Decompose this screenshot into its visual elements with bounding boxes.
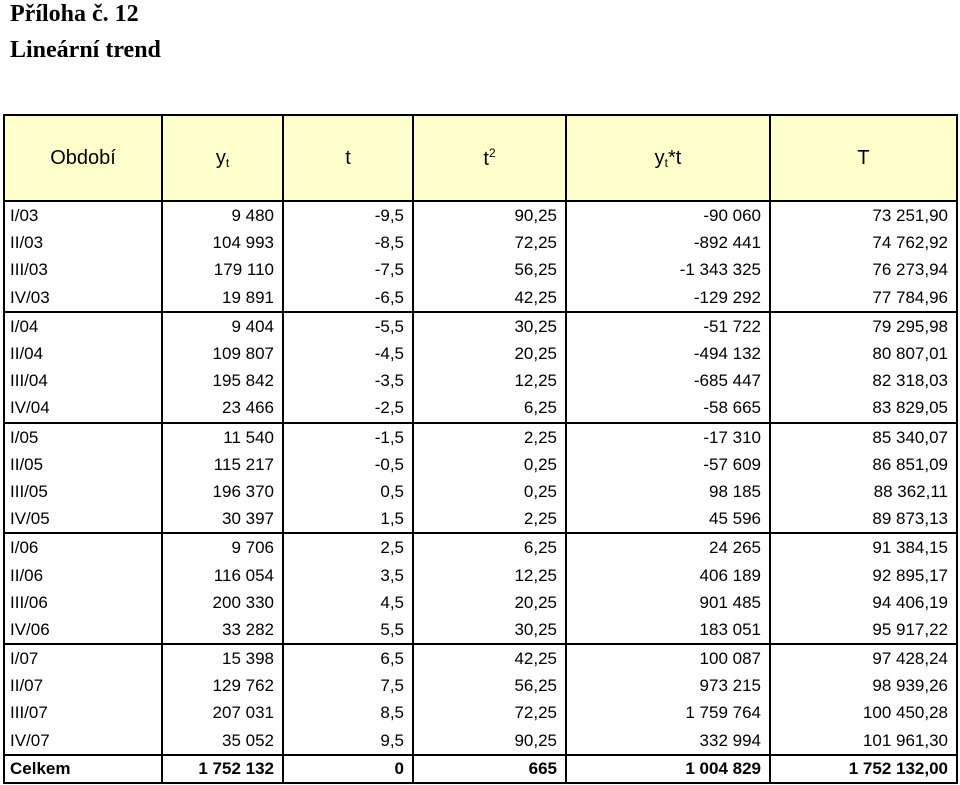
table-row [4,644,957,672]
cell-yt: 35 052 [162,727,283,755]
header-period-label: Období [50,146,116,169]
cell-ytt: 901 485 [566,589,770,616]
cell-t: -1,5 [283,423,413,451]
cell-t: 4,5 [283,589,413,616]
header-ytt [566,115,770,201]
cell-T: 76 273,94 [770,256,957,283]
cell-ytt: -17 310 [566,423,770,451]
cell-period: I/05 [4,423,162,451]
header-T [770,115,957,201]
cell-yt: 109 807 [162,340,283,367]
cell-t2: 30,25 [413,616,566,644]
cell-T: 85 340,07 [770,423,957,451]
cell-yt: 195 842 [162,367,283,394]
cell-t2: 0,25 [413,478,566,505]
cell-t2: 6,25 [413,394,566,422]
cell-T: 91 384,15 [770,533,957,561]
cell-t: -0,5 [283,451,413,478]
cell-ytt: 100 087 [566,644,770,672]
cell-T: 88 362,11 [770,478,957,505]
total-cell-ytt: 1 004 829 [566,755,770,783]
cell-period: III/05 [4,478,162,505]
cell-period: I/07 [4,644,162,672]
cell-period: IV/07 [4,727,162,755]
header-t2-base: t [483,147,489,170]
cell-T: 94 406,19 [770,589,957,616]
header-period [4,115,162,201]
cell-ytt: -129 292 [566,284,770,312]
cell-ytt: 1 759 764 [566,699,770,726]
cell-period: II/05 [4,451,162,478]
cell-t2: 42,25 [413,644,566,672]
cell-t2: 42,25 [413,284,566,312]
table-row [4,229,957,256]
cell-t2: 72,25 [413,229,566,256]
cell-yt: 9 480 [162,201,283,229]
cell-period: II/04 [4,340,162,367]
cell-T: 82 318,03 [770,367,957,394]
cell-t2: 20,25 [413,340,566,367]
header-t [283,115,413,201]
header-ytt-base: y [654,146,665,169]
cell-yt: 30 397 [162,505,283,533]
cell-t2: 30,25 [413,312,566,340]
page-title: Příloha č. 12 [10,1,139,27]
cell-T: 83 829,05 [770,394,957,422]
cell-ytt: 332 994 [566,727,770,755]
cell-T: 80 807,01 [770,340,957,367]
table-row [4,561,957,588]
cell-T: 98 939,26 [770,672,957,699]
cell-t2: 90,25 [413,727,566,755]
table-row [4,699,957,726]
cell-t2: 56,25 [413,672,566,699]
table-row [4,478,957,505]
cell-t: -7,5 [283,256,413,283]
cell-t2: 12,25 [413,367,566,394]
table-row [4,451,957,478]
cell-yt: 116 054 [162,561,283,588]
cell-yt: 207 031 [162,699,283,726]
cell-period: II/06 [4,561,162,588]
header-yt-sub: t [225,155,230,170]
cell-T: 89 873,13 [770,505,957,533]
table-row [4,533,957,561]
cell-t2: 72,25 [413,699,566,726]
cell-t: 6,5 [283,644,413,672]
cell-t: 2,5 [283,533,413,561]
cell-T: 77 784,96 [770,284,957,312]
cell-ytt: 98 185 [566,478,770,505]
cell-ytt: -892 441 [566,229,770,256]
header-yt-base: y [215,146,226,169]
cell-t: 3,5 [283,561,413,588]
header-t2-sup: 2 [488,145,496,160]
total-cell-T: 1 752 132,00 [770,755,957,783]
cell-t: -9,5 [283,201,413,229]
cell-period: III/06 [4,589,162,616]
cell-t: -2,5 [283,394,413,422]
table-row [4,589,957,616]
table-row [4,727,957,755]
cell-t: -4,5 [283,340,413,367]
cell-yt: 15 398 [162,644,283,672]
table-header [4,115,957,201]
header-ytt-sub: t [664,155,668,170]
cell-period: III/07 [4,699,162,726]
table-row [4,284,957,312]
cell-yt: 115 217 [162,451,283,478]
header-T-label: T [857,146,870,169]
table-row [4,672,957,699]
cell-ytt: 45 596 [566,505,770,533]
table-row [4,423,957,451]
cell-t2: 0,25 [413,451,566,478]
cell-ytt: 973 215 [566,672,770,699]
table-row [4,201,957,229]
table-row [4,394,957,422]
table-row [4,505,957,533]
cell-T: 97 428,24 [770,644,957,672]
cell-ytt: -685 447 [566,367,770,394]
header-t2 [413,115,566,201]
cell-yt: 9 404 [162,312,283,340]
cell-t2: 6,25 [413,533,566,561]
cell-ytt: -90 060 [566,201,770,229]
cell-period: IV/06 [4,616,162,644]
cell-ytt: -1 343 325 [566,256,770,283]
cell-ytt: -494 132 [566,340,770,367]
table-row [4,340,957,367]
cell-yt: 19 891 [162,284,283,312]
cell-ytt: 406 189 [566,561,770,588]
header-t-label: t [345,146,351,169]
cell-t2: 2,25 [413,423,566,451]
cell-period: IV/03 [4,284,162,312]
cell-T: 86 851,09 [770,451,957,478]
cell-t: 1,5 [283,505,413,533]
cell-ytt: -51 722 [566,312,770,340]
cell-t2: 90,25 [413,201,566,229]
cell-yt: 33 282 [162,616,283,644]
cell-yt: 200 330 [162,589,283,616]
total-cell-yt: 1 752 132 [162,755,283,783]
cell-T: 95 917,22 [770,616,957,644]
cell-t2: 2,25 [413,505,566,533]
cell-period: I/06 [4,533,162,561]
cell-t: -3,5 [283,367,413,394]
cell-t: -5,5 [283,312,413,340]
cell-yt: 23 466 [162,394,283,422]
cell-T: 100 450,28 [770,699,957,726]
cell-t: 5,5 [283,616,413,644]
cell-t2: 20,25 [413,589,566,616]
cell-period: I/03 [4,201,162,229]
page-subtitle: Lineární trend [10,37,161,63]
cell-period: IV/04 [4,394,162,422]
cell-t: 8,5 [283,699,413,726]
cell-T: 92 895,17 [770,561,957,588]
cell-yt: 104 993 [162,229,283,256]
total-cell-t: 0 [283,755,413,783]
table-row [4,256,957,283]
cell-t2: 12,25 [413,561,566,588]
cell-yt: 9 706 [162,533,283,561]
header-row [4,115,957,201]
cell-yt: 179 110 [162,256,283,283]
cell-period: III/04 [4,367,162,394]
cell-yt: 129 762 [162,672,283,699]
header-yt [162,115,283,201]
trend-table [3,114,958,784]
cell-ytt: 183 051 [566,616,770,644]
cell-t: 7,5 [283,672,413,699]
cell-period: III/03 [4,256,162,283]
cell-ytt: 24 265 [566,533,770,561]
cell-period: IV/05 [4,505,162,533]
cell-period: II/03 [4,229,162,256]
total-cell-period: Celkem [4,755,162,783]
cell-t: -8,5 [283,229,413,256]
cell-t: -6,5 [283,284,413,312]
cell-yt: 196 370 [162,478,283,505]
cell-t: 0,5 [283,478,413,505]
table-row [4,312,957,340]
table-row [4,616,957,644]
cell-T: 73 251,90 [770,201,957,229]
cell-t2: 56,25 [413,256,566,283]
cell-t: 9,5 [283,727,413,755]
cell-T: 74 762,92 [770,229,957,256]
cell-T: 101 961,30 [770,727,957,755]
cell-T: 79 295,98 [770,312,957,340]
table-row [4,367,957,394]
header-ytt-suffix: *t [668,146,682,169]
cell-period: I/04 [4,312,162,340]
cell-ytt: -57 609 [566,451,770,478]
cell-yt: 11 540 [162,423,283,451]
total-row [4,755,957,783]
cell-period: II/07 [4,672,162,699]
cell-ytt: -58 665 [566,394,770,422]
table-body [4,201,957,783]
total-cell-t2: 665 [413,755,566,783]
